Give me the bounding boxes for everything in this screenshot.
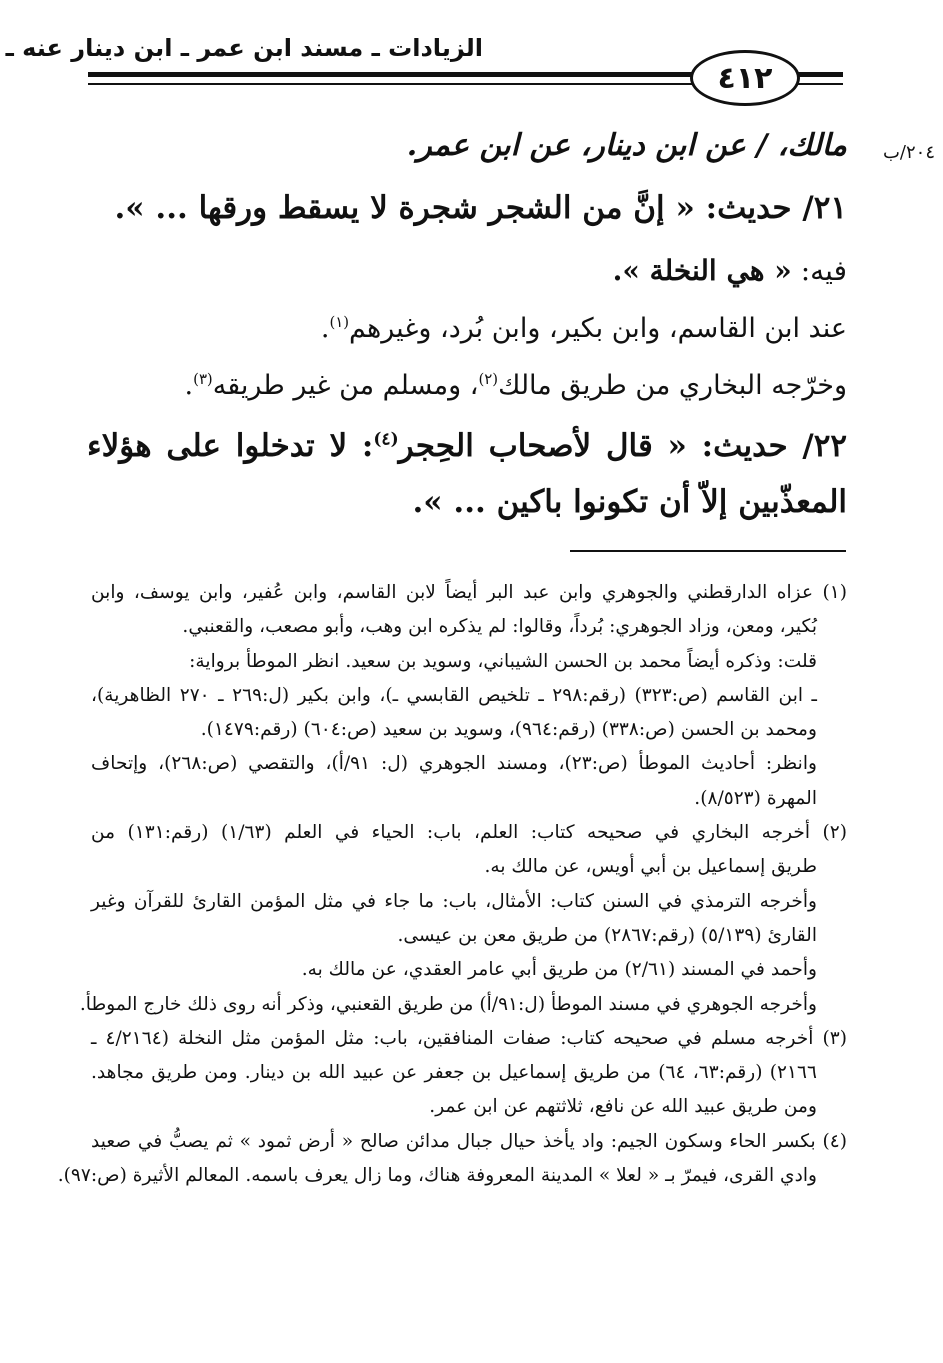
margin-folio-note: ٢٠٤/ب <box>882 142 935 163</box>
footnote-line: القارئ (٥/١٣٩) (رقم:٢٨٦٧) من طريق معن بن عيسى. <box>397 924 817 946</box>
footnote-separator <box>570 550 846 552</box>
hadith-21-text: « إنَّ من الشجر شجرة لا يسقط ورقها ... ». <box>114 190 695 226</box>
footnote-line: (٤) بكسر الحاء وسكون الجيم: واد يأخذ حيال جبال مدائن صالح « أرض ثمود » ثم يصبُّ في صعيد <box>91 1130 847 1152</box>
footnote-line: وأخرجه الترمذي في السنن كتاب: الأمثال، باب: ما جاء في مثل المؤمن القارئ للقرآن وغير <box>91 890 817 912</box>
footnote-2 <box>79 816 847 1022</box>
footnote-ref-2[interactable]: (٢) <box>478 370 499 388</box>
footnote-ref-1[interactable]: (١) <box>329 313 350 331</box>
fih-text: « هي النخلة ». <box>612 254 792 287</box>
footnote-line: طريق إسماعيل بن أبي أويس، عن مالك به. <box>484 856 817 878</box>
takhrij-end: . <box>184 370 194 401</box>
footnote-line: المهرة (٨/٥٢٣). <box>694 787 817 809</box>
footnote-line: ومحمد بن الحسن (ص:٣٣٨) (رقم:٩٦٤)، وسويد بن سعيد (ص:٦٠٤) (رقم:١٤٧٩). <box>200 719 817 741</box>
footnote-line: ومن طريق عبيد الله عن نافع، ثلاثتهم عن ابن عمر. <box>429 1096 817 1118</box>
footnote-line: وادي القرى، فيمرّ بـ « لعلا » المدينة المعروفة هناك، وما زال يعرف باسمه. المعالم الأثيرة (ص:٩٧). <box>57 1165 817 1187</box>
narrators-text: عند ابن القاسم، وابن بكير، وابن بُرد، وغيرهم <box>349 313 847 344</box>
footnote-1 <box>91 576 847 816</box>
takhrij-part2: ، ومسلم من غير طريقه <box>212 370 479 401</box>
footnote-ref-4[interactable]: (٤) <box>373 429 399 450</box>
running-header-title: الزيادات ـ مسند ابن عمر ـ ابن دينار عنه ـ <box>5 34 483 62</box>
hadith-22-line1 <box>87 428 847 464</box>
hadith-22-label: ٢٢/ حديث: <box>701 428 848 464</box>
footnote-line: قلت: وذكره أيضاً محمد بن الحسن الشيباني، وسويد بن سعيد. انظر الموطأ برواية: <box>189 650 817 672</box>
footnote-line: بُكير، ومعن، وزاد الجوهري: بُرداً، وقالوا: لم يذكره ابن وهب، وأبو مصعب، والقعنبي. <box>182 616 817 638</box>
footnote-line: (٣) أخرجه مسلم في صحيحه كتاب: صفات المنافقين، باب: مثل المؤمن مثل النخلة (٤/٢١٦٤ ـ <box>91 1027 847 1049</box>
hadith-22-part2: : لا تدخلوا على هؤلاء <box>87 428 374 464</box>
hadith-22-part1: « قال لأصحاب الحِجر <box>398 428 687 464</box>
footnote-line: وأحمد في المسند (٢/٦١) من طريق أبي عامر العقدي، عن مالك به. <box>301 959 817 981</box>
hadith-21 <box>114 190 847 226</box>
narrators-end: . <box>320 313 330 344</box>
footnote-line: ٢١٦٦) (رقم:٦٣، ٦٤) من طريق إسماعيل بن جعفر عن عبيد الله بن دينار. ومن طريق مجاهد. <box>91 1062 817 1084</box>
footnotes <box>57 576 847 1193</box>
footnote-line: (٢) أخرجه البخاري في صحيحه كتاب: العلم، باب: الحياء في العلم (١/٦٣) (رقم:١٣١) من <box>91 822 847 844</box>
footnote-line: وأخرجه الجوهري في مسند الموطأ (ل:٩١/أ) من طريق القعنبي، وذكر أنه روى ذلك خارج الموطأ. <box>79 993 817 1015</box>
takhrij-line <box>185 370 847 401</box>
footnote-3 <box>91 1022 847 1125</box>
narrators-line <box>321 313 847 344</box>
isnad-chain: مالك، / عن ابن دينار، عن ابن عمر. <box>406 128 847 163</box>
fih-prefix: فيه: <box>800 254 847 287</box>
footnote-line: ـ ابن القاسم (ص:٣٢٣) (رقم:٢٩٨ ـ تلخيص القابسي ـ)، وابن بكير (ل:٢٦٩ ـ ٢٧٠ الظاهرية)، <box>91 684 817 706</box>
footnote-line: (١) عزاه الدارقطني والجوهري وابن عبد البر أيضاً لابن القاسم، وابن عُفير، وابن يوسف، وابن <box>91 582 847 603</box>
footnote-line: وانظر: أحاديث الموطأ (ص:٢٣)، ومسند الجوهري (ل: ٩١/أ)، والتقصي (ص:٢٦٨)، وإتحاف <box>91 753 817 775</box>
takhrij-part1: وخرّجه البخاري من طريق مالك <box>498 370 847 401</box>
hadith-22-line2: المعذّبين إلاّ أن تكونوا باكين ... ». <box>412 484 847 520</box>
fih-line <box>613 254 847 287</box>
hadith-21-label: ٢١/ حديث: <box>705 190 847 226</box>
footnote-ref-3[interactable]: (٣) <box>193 370 213 388</box>
footnote-4 <box>57 1125 847 1194</box>
page-number: ٤١٢ <box>717 60 773 96</box>
page-number-badge <box>690 50 800 106</box>
